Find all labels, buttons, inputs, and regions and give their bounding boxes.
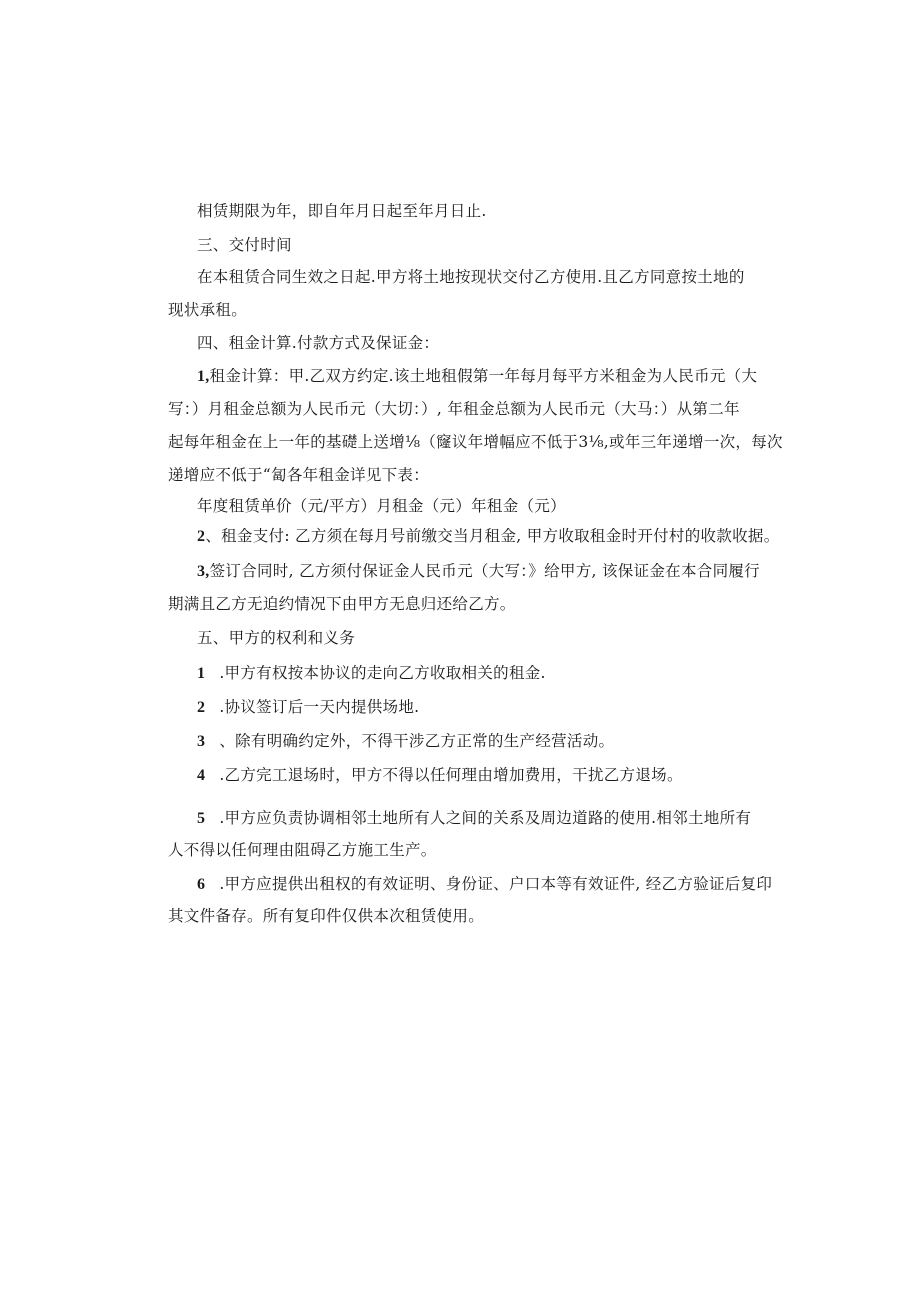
text-line: 写：）月租金总额为人民币元（大切：）, 年租金总额为人民币元（大马：）从第二年 [168, 400, 740, 418]
item-number: 3 [197, 733, 206, 750]
text-line: 租金计算：甲.乙双方约定.该土地租假第一年每月每平方米租金为人民币元（大 [209, 367, 758, 385]
duty-item-2 [197, 697, 419, 718]
duty-item-5-line-1 [197, 808, 751, 829]
text-line: 相赁期限为年，即自年月日起至年月日止. [197, 202, 487, 220]
text-line: .甲方有权按本协议的走向乙方收取相关的租金. [219, 664, 546, 682]
text-line: 在本租赁合同生效之日起.甲方将土地按现状交付乙方使用.且乙方同意按土地的 [197, 268, 745, 286]
heading-text: 五、甲方的权利和义务 [197, 629, 356, 647]
rent-item-3-line-1 [197, 561, 760, 582]
paragraph-delivery-line-2 [168, 300, 247, 320]
rent-item-1-line-1 [197, 366, 757, 387]
section-heading-duties [197, 628, 355, 648]
item-number: 2 [197, 528, 206, 545]
item-number: 1, [197, 368, 210, 385]
text-line: 、除有明确约定外，不得干涉乙方正常的生产经营活动。 [219, 732, 615, 750]
text-line: .甲方应提供出租权的有效证明、身份证、户口本等有效证件, 经乙方验证后复印 [219, 875, 773, 893]
duty-item-3 [197, 731, 614, 752]
text-line: 其文件备存。所有复印件仅供本次租赁使用。 [168, 907, 485, 925]
text-line: 、租金支付: 乙方须在每月号前缴交当月租金, 甲方收取租金时开付村的收款收据。 [205, 527, 780, 545]
rent-table-header [197, 496, 566, 516]
rent-item-1-line-4 [168, 465, 429, 485]
duty-item-6-line-2 [168, 906, 484, 926]
item-number: 6 [197, 876, 206, 893]
lease-term-text [197, 201, 487, 221]
text-line: 起每年租金在上一年的基礎上送增⅛（窿议年增幅应不低于3⅛,或年三年递增一次，每次 [168, 433, 783, 451]
text-line: 年度租赁单价（元/平方）月租金（元）年租金（元） [197, 497, 566, 515]
rent-item-1-line-3 [168, 432, 783, 452]
item-number: 5 [197, 810, 206, 827]
item-number: 1 [197, 665, 206, 682]
text-line: 人不得以任何理由阻碍乙方施工生产。 [168, 841, 437, 859]
text-line: 现状承租。 [168, 301, 248, 319]
text-line: 递增应不低于“匐各年租金详见下表： [168, 466, 430, 484]
item-number: 2 [197, 699, 206, 716]
item-number: 3, [197, 563, 210, 580]
heading-text: 三、交付时间 [197, 236, 292, 254]
duty-item-6-line-1 [197, 874, 772, 895]
section-heading-delivery [197, 235, 292, 255]
heading-text: 四、租金计算.付款方式及保证金： [197, 334, 440, 352]
section-heading-rent [197, 333, 439, 353]
text-line: .乙方完工退场时，甲方不得以任何理由增加费用，干扰乙方退场。 [219, 766, 683, 784]
duty-item-4 [197, 765, 683, 786]
duty-item-5-line-2 [168, 840, 437, 860]
rent-item-2 [197, 526, 780, 547]
text-line: .协议签订后一天内提供场地. [219, 698, 420, 716]
rent-item-3-line-2 [168, 594, 516, 614]
duty-item-1 [197, 663, 546, 684]
text-line: 期满且乙方无迫约情况下由甲方无息归还给乙方。 [168, 595, 516, 613]
rent-item-1-line-2 [168, 399, 740, 419]
paragraph-delivery-line-1 [197, 267, 745, 287]
item-number: 4 [197, 767, 206, 784]
text-line: .甲方应负责协调相邻土地所有人之间的关系及周边道路的使用.相邻土地所有 [219, 809, 752, 827]
text-line: 签订合同时, 乙方须付保证金人民币元（大写：》给甲方, 该保证金在本合同履行 [209, 562, 760, 580]
